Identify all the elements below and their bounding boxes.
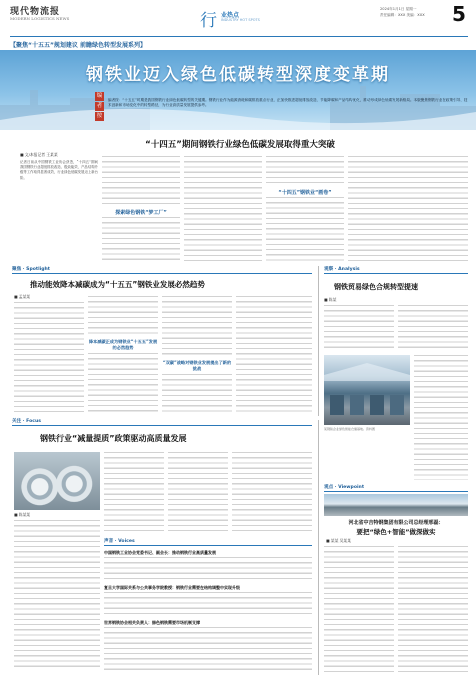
masthead — [0, 0, 476, 34]
spotlight-title: 推动能效降本减碳成为“十五五”钢铁业发展必然趋势 — [30, 280, 205, 289]
focus-label: 关注 · Focus — [12, 419, 41, 424]
spotlight-column — [88, 353, 158, 412]
section-divider — [324, 491, 468, 492]
topic-tag: 【聚焦“十五五”规划建议 前瞻绿色转型发展系列】 — [10, 42, 146, 49]
issue-date: 2024年1月1日 星期一 — [380, 7, 417, 11]
editor-line: 责任编辑：XXX 美编：XXX — [380, 13, 425, 17]
spotlight-column — [236, 296, 312, 412]
banner-title: 钢铁业迈入绿色低碳转型深度变革期 — [86, 65, 390, 85]
spotlight-column — [162, 374, 232, 412]
voices-item-text — [104, 557, 312, 581]
viewpoint-title-line2: 要把“绿色+智能”做深做实 — [356, 528, 436, 536]
analysis-byline: ■ 陈某 — [324, 297, 337, 302]
warehouse-interior-icon — [324, 355, 410, 425]
spotlight-column — [14, 302, 84, 412]
focus-column — [14, 520, 100, 670]
editor-note-tag: 者 — [96, 103, 103, 109]
newspaper-subtitle: MODERN LOGISTICS NEWS — [10, 16, 70, 21]
section-title-small: 业热点 — [221, 12, 240, 19]
section-divider — [104, 545, 312, 546]
voices-item-text — [104, 627, 312, 671]
analysis-label: 观察 · Analysis — [324, 267, 360, 272]
lead-article-column — [102, 156, 180, 206]
spotlight-byline: ■ 孟某某 — [14, 294, 31, 299]
section-divider — [324, 273, 468, 274]
voices-item-heading: 复旦大学国际关系与公共事务学院教授：钢铁行业需要在结构调整中实现升级 — [104, 585, 240, 590]
lead-subheading-1: 探索绿色钢铁“梦工厂” — [115, 210, 167, 216]
lead-article-title: “十四五”期间钢铁行业绿色低碳发展取得重大突破 — [145, 140, 335, 150]
section-title-big: 行 — [200, 11, 217, 31]
lead-article-column — [184, 156, 262, 261]
analysis-column — [324, 305, 394, 351]
header-divider — [10, 36, 468, 37]
editor-note-tag: 按 — [96, 113, 103, 119]
analysis-column — [414, 355, 468, 435]
section-title-en: INDUSTRY HOT SPOTS — [221, 18, 260, 22]
page-number: 5 — [452, 2, 466, 26]
newspaper-logo: 现代物流报 — [10, 7, 61, 17]
lead-article-column — [348, 156, 468, 261]
viewpoint-byline: ■ 某某 吴某某 — [326, 538, 351, 543]
steel-plant-photo — [324, 494, 468, 516]
column-divider — [318, 420, 319, 675]
warehouse-photo — [324, 355, 410, 425]
spotlight-column — [88, 296, 158, 336]
spotlight-inline-heading: 降本减碳正成为钢铁业“十五五”发展的必然趋势 — [88, 339, 158, 350]
spotlight-inline-heading-2: “双碳”战略对钢铁业发展提出了新的挑战 — [162, 360, 232, 371]
voices-label: 声音 · Voices — [104, 539, 135, 544]
viewpoint-title-line1: 河北省中吉特钢集团有限公司总经理邢磊： — [348, 520, 444, 526]
spotlight-column — [162, 296, 232, 356]
lead-article-column — [266, 197, 344, 261]
analysis-column — [398, 305, 468, 351]
section-divider — [12, 425, 312, 426]
voices-item-heading: 世界钢铁协会相关负责人：绿色钢铁需要市场机制支撑 — [104, 620, 200, 625]
section-divider — [12, 273, 312, 274]
viewpoint-column — [398, 546, 468, 672]
spotlight-label: 聚焦 · Spotlight — [12, 267, 50, 272]
viewpoint-label: 观点 · Viewpoint — [324, 485, 365, 490]
focus-byline: ■ 陈某某 — [14, 512, 31, 517]
focus-title: 钢铁行业“减量提质”政策驱动高质量发展 — [40, 434, 187, 443]
lead-article-byline: ■ 文/本报记者 王某某 — [20, 152, 58, 157]
lead-subheading-2: “十四五”钢铁业“画卷” — [278, 190, 332, 196]
voices-item-text — [104, 592, 312, 616]
analysis-column — [414, 438, 468, 480]
voices-item-heading: 中国钢铁工业协会党委书记、副会长：推动钢铁行业高质量发展 — [104, 550, 216, 555]
steel-coils-photo — [14, 452, 100, 510]
lead-article-column — [102, 217, 180, 261]
focus-column — [104, 452, 164, 532]
viewpoint-column — [324, 546, 394, 672]
focus-column — [232, 452, 312, 532]
analysis-title: 钢铁贸易绿色合规转型提速 — [334, 283, 418, 291]
column-divider — [318, 266, 319, 416]
editor-note-text: 编者按：“十五五”时期是我国钢铁行业绿色低碳转型的关键期。钢铁行业作为能源消耗和碳排放重点行业，正加快推进超低排放改造、节能降碳和产品结构优化，推动形成绿色低碳发展新格局。本版聚焦钢铁行业在政策引导、技术创新和市场变化中的转型路径，为行业高质量发展提供参考。 — [108, 98, 468, 108]
focus-column — [168, 452, 228, 532]
lead-article-body: 记者日前从中国钢铁工业协会获悉，“十四五”期间我国钢铁行业超低排放改造、极致能效、产品结构升级等工作取得显著成效，行业绿色低碳发展迈上新台阶。 — [20, 160, 98, 180]
lead-article-column — [266, 156, 344, 186]
warehouse-photo-caption: 某钢铁企业绿色智能仓储基地。资料图 — [324, 427, 376, 431]
editor-note-tag: 编 — [96, 93, 103, 99]
